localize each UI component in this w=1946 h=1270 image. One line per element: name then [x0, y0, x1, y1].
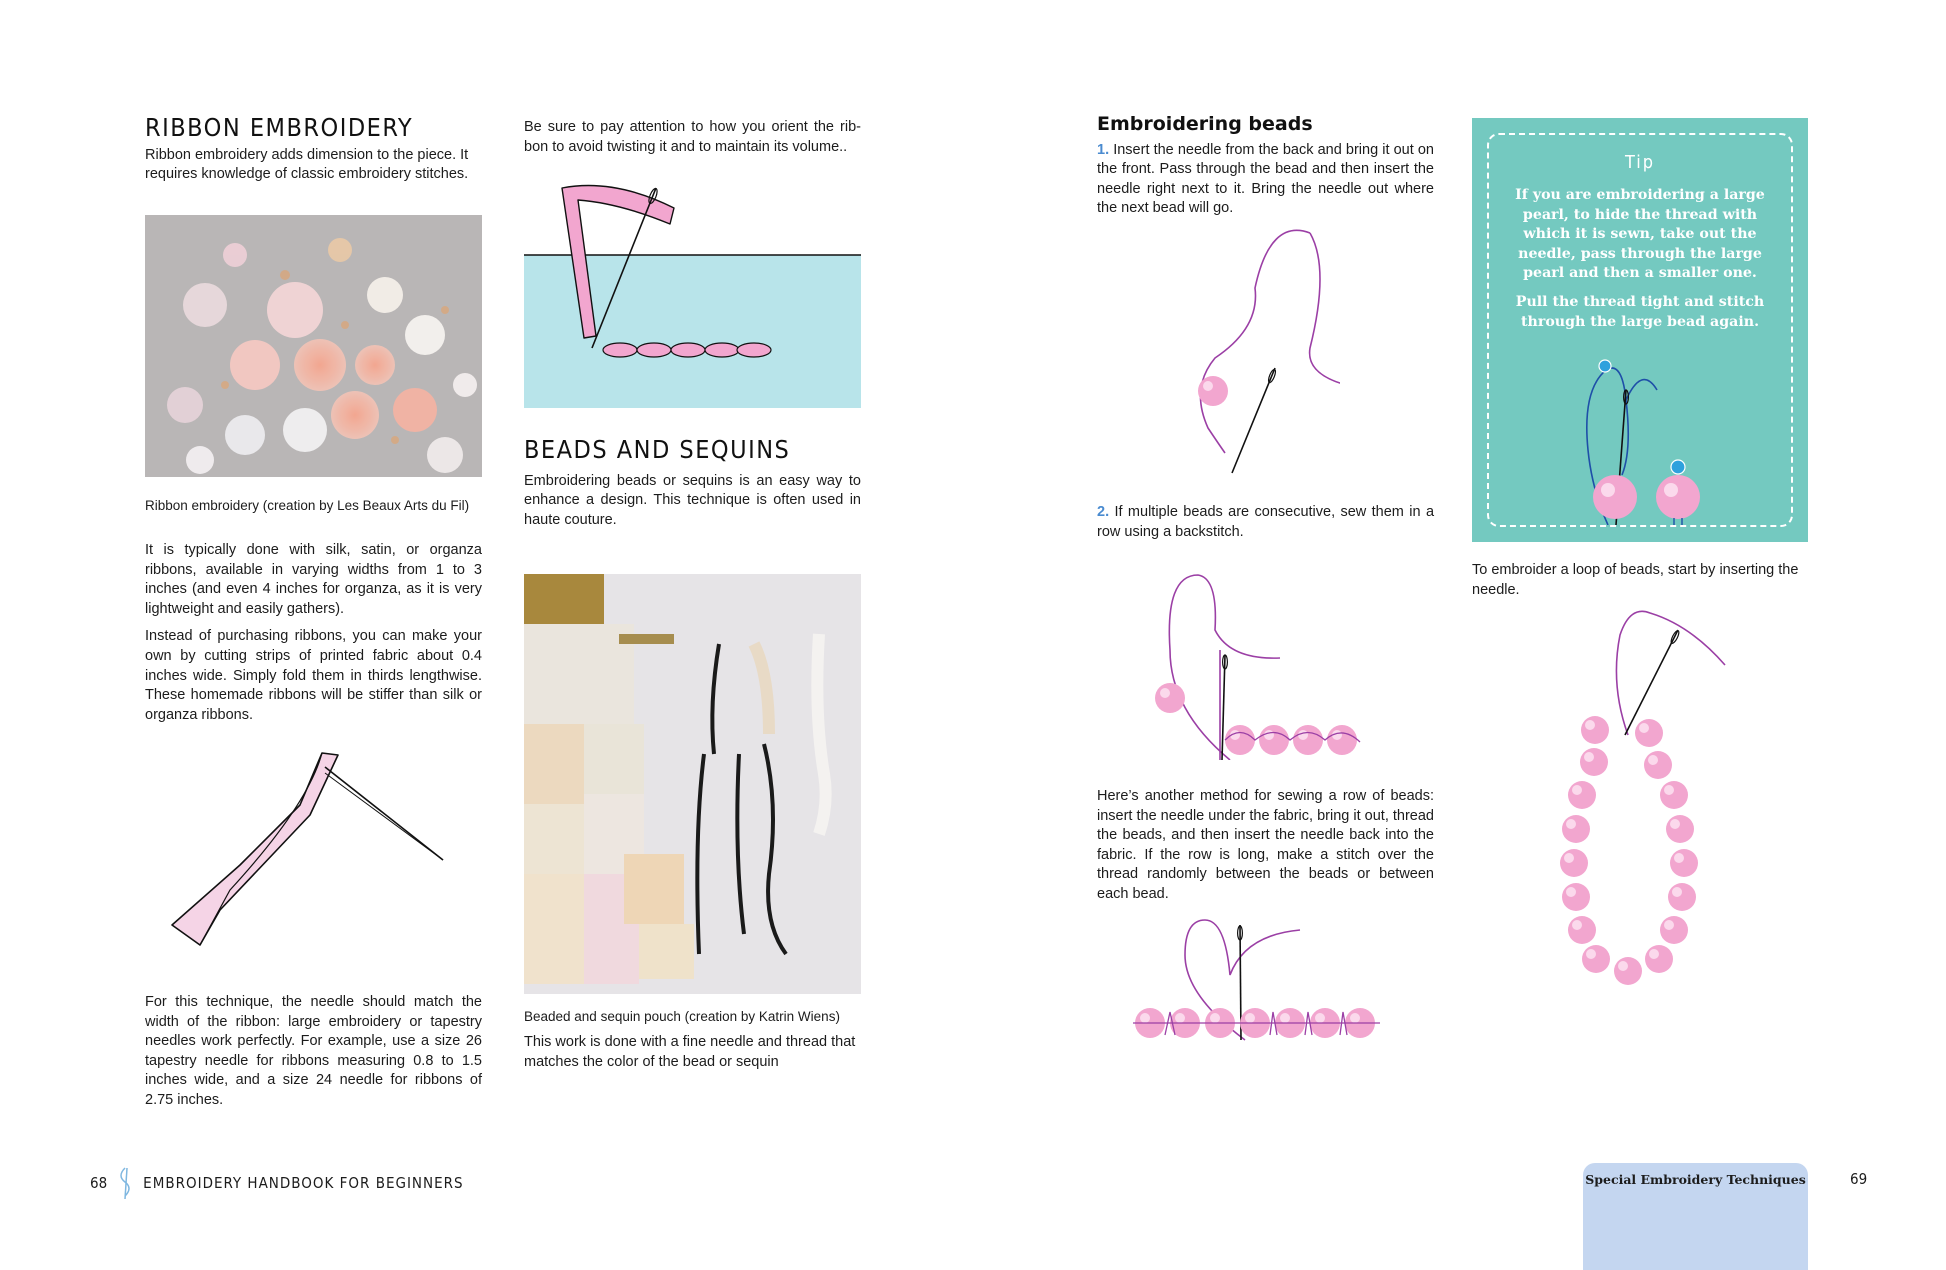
- embroidering-beads-section: [1097, 115, 1434, 227]
- bead-loop-illustration: [1550, 605, 1740, 990]
- ribbon-photo-caption: Ribbon embroidery (creation by Les Beaux Arts du Fil): [145, 498, 470, 513]
- left-page-number: 68: [90, 1174, 108, 1192]
- step-1-number: 1.: [1097, 141, 1110, 158]
- ribbon-heading: RIBBON EMBROIDERY: [145, 113, 414, 142]
- step-1: [1097, 141, 1434, 219]
- tip-text-2: Pull the thread tight and stitch through the large bead again.: [1515, 293, 1765, 330]
- ribbon-para-3: For this technique, the needle should match the width of the ribbon: large embroidery or tapestry needles work perfectly. For example, use a size 26 tapestry needle for ribbons measuring 0.8 to 1.5 inches wide, and a size 24 needle for ribbons of 2.75 inches.: [145, 994, 482, 1108]
- tip-title: Tip: [1624, 152, 1656, 173]
- beads-photo-illustration: [524, 574, 861, 994]
- beads-intro: Embroidering beads or sequins is an easy way to enhance a design. This technique is often used in haute couture.: [524, 472, 861, 528]
- beads-photo-caption: Beaded and sequin pouch (creation by Katrin Wiens): [524, 1009, 840, 1024]
- couching-row-illustration: [1125, 915, 1395, 1045]
- needle-logo-icon: [115, 1166, 135, 1200]
- book-title: EMBROIDERY HANDBOOK FOR BEGINNERS: [143, 1174, 464, 1192]
- ribbon-stitch-illustration: [524, 178, 861, 408]
- beads-heading: BEADS AND SEQUINS: [524, 435, 791, 464]
- beads-section: [524, 435, 861, 538]
- ribbon-intro: Ribbon embroidery adds dimension to the piece. It requires knowledge of classic embroidery stitches.: [145, 146, 469, 183]
- orient-note: Be sure to pay attention to how you orient the rib-bon to avoid twisting it and to maintain its volume..: [524, 119, 861, 155]
- step-2-text: If multiple beads are consecutive, sew them in a row using a backstitch.: [1097, 504, 1435, 540]
- embroidering-beads-heading: Embroidering beads: [1097, 113, 1313, 135]
- ribbon-para-1: It is typically done with silk, satin, or organza ribbons, available in varying widths from 1 to 3 inches (and even 4 inches for organza, as it is very lightweight and easily gathers).: [145, 542, 482, 617]
- tip-text-1: If you are embroidering a large pearl, to hide the thread with which it is sewn, take out the needle, pass through the large pearl and then a smaller one.: [1515, 187, 1765, 282]
- ribbon-body: [145, 541, 482, 733]
- ribbon-photo-illustration: [145, 215, 482, 477]
- loop-note: To embroider a loop of beads, start by inserting the needle.: [1472, 562, 1799, 598]
- ribbon-needle-note: [145, 993, 482, 1119]
- step-2: [1097, 503, 1434, 542]
- beads-note: This work is done with a fine needle and thread that matches the color of the bead or sequin: [524, 1034, 856, 1070]
- ribbon-para-2: Instead of purchasing ribbons, you can make your own by cutting strips of printed fabric about 0.4 inches wide. Simply fold them in thirds lengthwise. These homemade ribbons will be stiffer than silk or organza ribbons.: [145, 628, 482, 723]
- chapter-title: Special Embroidery Techniques: [1585, 1172, 1806, 1187]
- right-page-number: 69: [1850, 1170, 1868, 1188]
- step-1-text: Insert the needle from the back and bring it out on the front. Pass through the bead and then insert the needle right next to it. Bring the needle out where the next bead will go.: [1097, 141, 1434, 217]
- ribbon-needle-illustration: [160, 745, 460, 955]
- pearl-stitch-illustration: [1582, 340, 1712, 525]
- left-footer: [90, 1166, 464, 1200]
- beaded-pouch-photo: [524, 574, 861, 994]
- ribbon-column: [145, 113, 482, 193]
- step-2-number: 2.: [1097, 504, 1110, 520]
- tip-text: [1504, 186, 1776, 341]
- backstitch-row-illustration: [1150, 570, 1370, 760]
- method-2: Here’s another method for sewing a row of beads: insert the needle under the fabric, bring it out, thread the beads, and then insert the needle back into the fabric. If the row is long, make a stitch over the thread randomly between the beads or between each bead.: [1097, 788, 1434, 902]
- ribbon-embroidery-photo: [145, 215, 482, 477]
- single-bead-stitch-illustration: [1180, 228, 1340, 478]
- chapter-tab: [1583, 1163, 1808, 1270]
- tip-box: [1472, 118, 1808, 542]
